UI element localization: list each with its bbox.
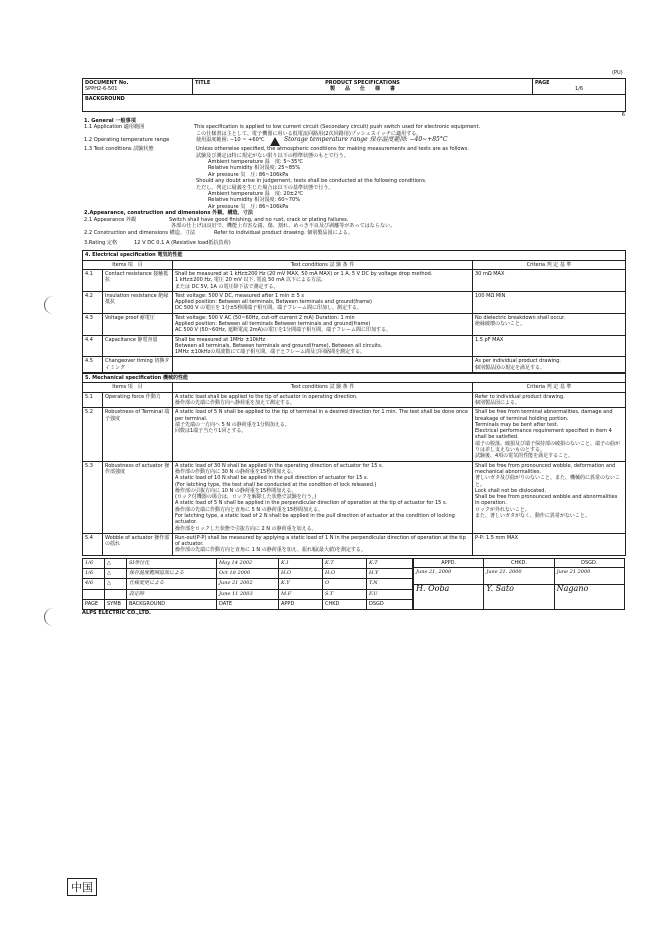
test-line: Ambient temperature 温 度: 5~35℃ (208, 159, 304, 166)
header-table (82, 78, 626, 112)
revision-dsgd: T.N (367, 579, 413, 589)
test-conditions (173, 357, 473, 373)
column-header: Items 項 目 (83, 383, 173, 392)
revision-sym: △ (105, 579, 127, 589)
criteria: As per individual product drawing. 個別製品図の規定を満足する。 (473, 357, 626, 373)
item-name: Robustness of actuator 操作部強度 (103, 461, 173, 533)
spec-row (83, 313, 626, 335)
revision-table (82, 558, 413, 610)
item-number: 4.5 (83, 357, 103, 373)
appearance-section (82, 210, 625, 236)
specification-sheet (82, 78, 625, 616)
op-temp-value: 使用温度範囲: −10 ~ +60℃ (196, 137, 265, 144)
item-number: 5.4 (83, 533, 103, 555)
general-section (82, 118, 625, 210)
revision-dsgd: F.U (367, 589, 413, 599)
column-header: Test conditions 試 験 条 件 (173, 260, 473, 269)
test-conditions: Shall be measured at 1 kHz±200 Hz (20 mV MAX, 50 mA MAX) or 1 A, 5 V DC by voltage drop method. 1 kHz±200 Hz, 電圧 20 mV 以下, 電流 50 mA 以下による方法, または DC 5V, 1A の電圧降下法で測定する。 (173, 269, 473, 291)
title-cell (193, 79, 533, 95)
criteria: Shall be free from pronounced wobble, deformation and mechanical abnormalities. 著しいガタ及び曲がりのないこと。また、機械的に異常のないこと。 Lock shall not be dislocated. Shall be free from pronounced wobble and abnormalities in operation. ロックが外れないこと。 また、著しいガタがなく、動作に異常がないこと。 (473, 461, 626, 533)
revision-number: 6 (621, 111, 625, 118)
construction-label: 2.2 Construction and dimensions 構造、寸法 (84, 229, 196, 236)
dsgd-label: DSGD. (554, 558, 624, 567)
company-name: ALPS ELECTRIC CO.,LTD. (82, 610, 151, 617)
test-conditions-body (84, 153, 625, 211)
page-cell (533, 79, 626, 95)
application-label: 1.1 Application 適用範囲 (84, 124, 145, 131)
electrical-table (82, 250, 626, 373)
revision-row (83, 569, 413, 579)
revision-chkd: K.T (323, 558, 367, 568)
test-line: Air pressure 気 圧: 86~106kPa (208, 171, 289, 178)
application-jp: この仕様書は主として、電子機器に用いる低電流回路用(2次回路用)プッシュスイッチに適用する。 (196, 130, 422, 137)
test-line: Unless otherwise specified, the atmospheric conditions for making measurements and tests are as follows. (196, 146, 469, 153)
appd-signature: H. Ooba (414, 585, 484, 610)
spec-row (83, 392, 626, 408)
revision-date: May 14 2002 (217, 558, 279, 568)
revision-row (83, 579, 413, 589)
revision-page: 4/6 (83, 579, 105, 589)
column-header: Criteria 判 定 基 準 (473, 260, 626, 269)
revision-bg: SI単位化 (127, 558, 217, 568)
revision-sym (105, 589, 127, 599)
spec-row (83, 269, 626, 291)
general-heading: 1. General 一般事項 (84, 118, 136, 124)
revision-date: Oct 18 2000 (217, 569, 279, 579)
test-conditions: A static load shall be applied to the tip of actuator in operating direction. 操作部の先端に作動方向へ静荷重を加えて測定する。 (173, 392, 473, 408)
dsgd-signature: Nagano (554, 585, 624, 610)
revision-appd: M.F (279, 589, 323, 599)
criteria: P-P: 1.5 mm MAX (473, 533, 626, 555)
rev-col-header: CHKD (323, 599, 367, 609)
test-line: 試験及び測定は特に規定がない限り以下の標準状態のもとで行う。 (196, 152, 349, 159)
rating-row (84, 240, 625, 246)
spec-row (83, 533, 626, 555)
revision-appd: K.I (279, 558, 323, 568)
item-name: Voltage proof 耐電圧 (103, 313, 173, 335)
stamp: 中国 (67, 878, 97, 896)
mechanical-table (82, 373, 626, 556)
rev-col-header: SYMB (105, 599, 127, 609)
test-line: Relative humidity 相対湿度: 60~70% (208, 197, 301, 204)
rating-value: 12 V DC 0.1 A (Resistive load抵抗負荷) (134, 239, 231, 246)
item-name: Operating force 作動力 (103, 392, 173, 408)
column-header: Criteria 判 定 基 準 (473, 383, 626, 392)
revision-date: June 21 2002 (217, 579, 279, 589)
item-name: Wobble of actuator 操作部の揺れ (103, 533, 173, 555)
doc-number: SPPH2-6-501 (85, 86, 118, 93)
title-jp: 製 品 仕 様 書 (329, 86, 395, 93)
approval-table (413, 558, 625, 610)
revision-row (83, 558, 413, 568)
test-conditions: Shall be measured at 1MHz ±10kHz Between all terminals, Between terminals and ground(frame), Between all circuits. 1MHz ±10kHzの周波数にて端子相互間、端子とフレーム間及び回路間を測定する。 (173, 335, 473, 357)
chkd-date: June 21, 2000 (484, 568, 554, 585)
chkd-label: CHKD. (484, 558, 554, 567)
item-number: 4.4 (83, 335, 103, 357)
revision-chkd: H.O (323, 569, 367, 579)
revision-date: June 11 2003 (217, 589, 279, 599)
appearance-label: 2.1 Appearance 外観 (84, 216, 137, 223)
rev-col-header: DSGD (367, 599, 413, 609)
criteria: Shall be free from terminal abnormalities, damage and breakage of terminal holding portion. Terminals may be bent after test. Electrical performance requirement specified in item 4 shall be satisfied. 端子の脱落、破損及び端子保持部の破損のないこと。端子の曲がりは差し支えないものとする。 試験後、4項の電気的性能を満足すること。 (473, 408, 626, 461)
item-name: Robustness of Terminal 端子強度 (103, 408, 173, 461)
storage-temp-note: Storage temperature range 保存温度範囲: −40~+85°C (284, 136, 448, 144)
mechanical-heading: 5. Mechanical specification 機械的性能 (83, 374, 626, 383)
appearance-en: Switch shall have good finishing, and no rust, crack or plating failures. (169, 216, 349, 223)
dsgd-date: June 21 2000 (554, 568, 624, 585)
test-line: Air pressure 気 圧: 86~106kPa (208, 203, 289, 210)
spec-row (83, 357, 626, 373)
revision-triangle-icon (270, 137, 280, 146)
item-number: 4.1 (83, 269, 103, 291)
revision-dsgd: K.T (367, 558, 413, 568)
criteria: Refer to individual product drawing. 個別製品図による。 (473, 392, 626, 408)
test-line: Ambient temperature 温 度: 20±2℃ (208, 191, 304, 198)
rating-label: 3.Rating 定格 (84, 239, 118, 246)
test-conditions-label: 1.3 Test conditions 試験状態 (84, 146, 154, 153)
rev-col-header: DATE (217, 599, 279, 609)
background-label: BACKGROUND (85, 95, 125, 102)
document-number-cell (83, 79, 193, 95)
column-header: Test conditions 試 験 条 件 (173, 383, 473, 392)
spec-row (83, 461, 626, 533)
item-name: Capacitance 静電容量 (103, 335, 173, 357)
criteria: 1.5 pF MAX (473, 335, 626, 357)
corner-mark: (PU) (612, 70, 623, 76)
appearance-jp: 各部の仕上げは良好で、機能上有害な錆、傷、割れ、めっき不良及び剥離等があってはならない。 (171, 223, 396, 230)
revision-bg: 仕様変更による (127, 579, 217, 589)
test-line: Relative humidity 相対湿度: 25~85% (208, 165, 301, 172)
test-line: ただし、判定に疑義を生じた場合は以下の基準状態で行う。 (196, 184, 334, 191)
item-number: 4.2 (83, 291, 103, 313)
revision-dsgd: H.Y (367, 569, 413, 579)
criteria: No dielectric breakdown shall occur. 絶縁破壊のないこと。 (473, 313, 626, 335)
revision-bg: 設定時 (127, 589, 217, 599)
revision-page: 1/6 (83, 558, 105, 568)
revision-page (83, 589, 105, 599)
page-label: PAGE (535, 80, 550, 86)
chkd-signature: Y. Sato (484, 585, 554, 610)
spec-row (83, 291, 626, 313)
revision-block (82, 558, 625, 610)
revision-sym: △ (105, 558, 127, 568)
item-name: Contact resistance 接触抵抗 (103, 269, 173, 291)
op-temp-label: 1.2 Operating temperature range (84, 137, 170, 144)
background-cell (83, 94, 626, 111)
item-number: 5.3 (83, 461, 103, 533)
title-label: TITLE (195, 80, 211, 86)
appd-date: June 21, 2000 (414, 568, 484, 585)
title-en: PRODUCT SPECIFICATIONS (325, 80, 400, 86)
spec-row (83, 408, 626, 461)
revision-chkd: S.T (323, 589, 367, 599)
item-number: 5.2 (83, 408, 103, 461)
spec-row (83, 335, 626, 357)
item-number: 5.1 (83, 392, 103, 408)
revision-page: 1/6 (83, 569, 105, 579)
item-name: Insulation resistance 絶縁抵抗 (103, 291, 173, 313)
revision-chkd: O (323, 579, 367, 589)
test-conditions: A static load of 5 N shall be applied to the tip of terminal in a desired direction for 1 min. The test shall be done once per terminal. 端子先端の一方向へ 5 N の静荷重を1分間加える。 回数は1端子当たり1回とする。 (173, 408, 473, 461)
criteria: 30 mΩ MAX (473, 269, 626, 291)
revision-sym: △ (105, 569, 127, 579)
rev-col-header: BACKGROUND (127, 599, 217, 609)
revision-appd: K.Y (279, 579, 323, 589)
appd-label: APPD. (414, 558, 484, 567)
construction-text: Refer to individual product drawing. 個別製品図による。 (214, 229, 353, 236)
item-number: 4.3 (83, 313, 103, 335)
appearance-heading: 2.Appearance, construction and dimensions 外観、構造、寸法 (84, 210, 253, 217)
punch-hole-top (44, 296, 63, 314)
revision-appd: H.O (279, 569, 323, 579)
page-number: 1/6 (574, 86, 584, 93)
revision-bg: 保存温度範囲追加による (127, 569, 217, 579)
application-en: This specification is applied to low current circuit (Secondary circuit) push switch used for electronic equipment. (194, 124, 481, 131)
rev-col-header: APPD (279, 599, 323, 609)
doc-label: DOCUMENT No. (85, 80, 129, 86)
test-conditions: Test voltage: 500 V AC (50~60Hz, cut-off current 2 mA) Duration: 1 min Applied position: Between all terminals Between terminals and ground(frame) AC 500 V (50~60Hz, 遮断電流 2mA)の電圧を1分間端子相互間、端子フレーム間に印加する。 (173, 313, 473, 335)
electrical-heading: 4. Electrical specification 電気的性能 (83, 251, 626, 260)
test-conditions: Run-out(P-P) shall be measured by applying a static load of 1 N in the perpendicular direction of operation at the tip of actuator. 操作部の先端に作動方向と直角に 1 N の静荷重を加え、振れ幅(最大値)を測定する。 (173, 533, 473, 555)
item-name: Changeover timing 切換タイミング (103, 357, 173, 373)
rev-col-header: PAGE (83, 599, 105, 609)
column-header: Items 項 目 (83, 260, 173, 269)
test-line: Should any doubt arise in judgement, tests shall be conducted at the following conditions. (196, 178, 427, 185)
criteria: 100 MΩ MIN (473, 291, 626, 313)
test-conditions: Test voltage: 500 V DC, measured after 1 min ± 5 s Applied position: Between all terminals, Between terminals and ground(frame) DC 500 V の電圧を 1分±5秒間端子相互間、端子フレーム間に印加し、測定する。 (173, 291, 473, 313)
punch-hole-bottom (44, 608, 63, 626)
revision-row (83, 589, 413, 599)
test-conditions: A static load of 30 N shall be applied in the operating direction of actuator for 15 s. 操作部の作動方向に 30 N の静荷重を15秒間加える。 A static load of 10 N shall be applied in the pull direction of actuator for 15 s. (For latching type, the test shall be conducted at the condition of lock released.) 操作部の引抜方向に 10 N の静荷重を15秒間加える。 (ロック付機器の場合は、ロックを解除した状態で試験を行う。) A static load of 5 N shall be applied in the perpendicular direction of operation at the tip of actuator for 15 s. 操作部の先端に作動方向と直角に 5 N の静荷重を15秒間加える。 For latching type, a static load of 2 N shall be applied in the pull direction of actuator at the condition of locking actuator. 操作部をロックした状態で引抜方向に 2 N の静荷重を加える。 (173, 461, 473, 533)
